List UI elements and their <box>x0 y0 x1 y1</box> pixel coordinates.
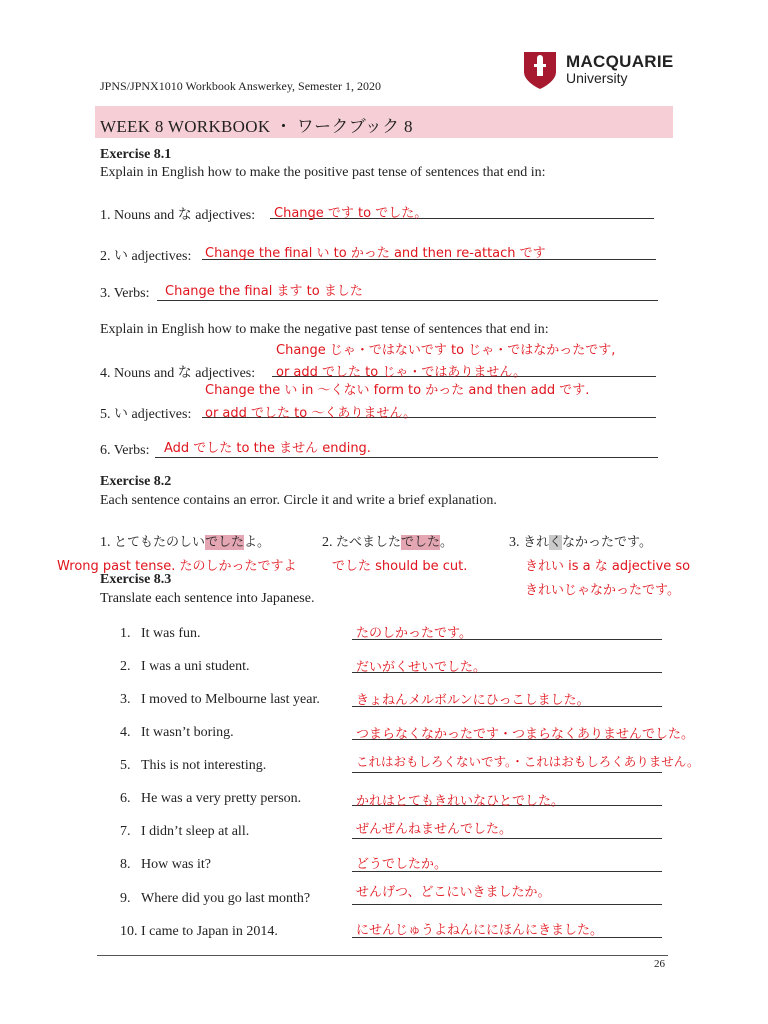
q3-label: 3. Verbs: <box>100 286 150 301</box>
item-prompt: I didn’t sleep at all. <box>141 824 250 839</box>
q5-answer: or add でした to ～くありません。 <box>205 406 417 421</box>
sentence-3-answer-line1: きれい is a な adjective so <box>525 559 691 574</box>
item-answer: ぜんぜんねませんでした。 <box>356 822 513 837</box>
item-prompt: This is not interesting. <box>141 758 267 773</box>
footer-rule <box>97 955 668 956</box>
sentence-3-number: 3. <box>509 535 520 550</box>
q6-answer-line <box>155 457 658 458</box>
item-answer: だいがくせいでした。 <box>356 660 487 675</box>
sentence-3-answer-line2: きれいじゃなかったです。 <box>525 583 680 598</box>
sentence-1 <box>100 531 270 551</box>
sentence-3-end: なかったです。 <box>562 535 652 550</box>
sentence-3-start: きれ <box>523 535 550 550</box>
q3-answer: Change the final ます to ました <box>165 284 363 299</box>
item-answer: にせんじゅうよねんににほんにきました。 <box>356 923 604 938</box>
exercise-8-3-instruction: Translate each sentence into Japanese. <box>100 591 315 606</box>
q6-label: 6. Verbs: <box>100 443 150 458</box>
sentence-1-error: でした <box>205 535 245 550</box>
item-number: 3. <box>120 692 131 707</box>
sentence-1-end: よ。 <box>244 535 271 550</box>
q2-label: 2. い adjectives: <box>100 249 192 264</box>
course-header: JPNS/JPNX1010 Workbook Answerkey, Semester 1, 2020 <box>100 79 382 93</box>
exercise-8-2-instruction: Each sentence contains an error. Circle it and write a brief explanation. <box>100 493 497 508</box>
sentence-1-number: 1. <box>100 535 111 550</box>
q4-answer-first: Change じゃ・ではないです to じゃ・ではなかったです, <box>276 343 616 358</box>
answer-line <box>352 838 662 839</box>
item-answer: たのしかったです。 <box>356 626 472 641</box>
page-number: 26 <box>654 958 665 970</box>
item-number: 9. <box>120 891 131 906</box>
instruction-negative: Explain in English how to make the negative past tense of sentences that end in: <box>100 322 549 337</box>
q1-answer: Change です to でした。 <box>274 206 428 221</box>
item-prompt: He was a very pretty person. <box>141 791 302 806</box>
q4-answer: or add でした to じゃ・ではありません。 <box>276 365 527 380</box>
university-logo <box>522 50 672 92</box>
q2-answer: Change the final い to かった and then re-attach です <box>205 246 546 261</box>
item-answer: せんげつ、どこにいきましたか。 <box>356 885 551 900</box>
exercise-8-1-title: Exercise 8.1 <box>100 147 172 162</box>
item-answer: きょねんメルボルンにひっこしました。 <box>356 693 590 708</box>
item-prompt: I moved to Melbourne last year. <box>141 692 320 707</box>
sentence-1-answer: Wrong past tense. たのしかったですよ <box>57 559 297 574</box>
q3-answer-line <box>157 300 658 301</box>
sentence-3 <box>509 531 652 551</box>
exercise-8-2-title: Exercise 8.2 <box>100 474 172 489</box>
page-title: WEEK 8 WORKBOOK ・ ワークブック 8 <box>100 117 413 136</box>
logo-subtitle: University <box>566 70 628 86</box>
item-answer: つまらなくなかったです・つまらなくありませんでした。 <box>356 727 695 742</box>
sentence-2-end: 。 <box>440 535 454 550</box>
item-number: 5. <box>120 758 131 773</box>
item-number: 7. <box>120 824 131 839</box>
sentence-2-number: 2. <box>322 535 333 550</box>
item-answer: かれはとてもきれいなひとでした。 <box>356 794 565 809</box>
item-number: 10. <box>120 924 138 939</box>
q5-answer-first: Change the い in ～くない form to かった and then add です. <box>205 383 590 398</box>
item-number: 2. <box>120 659 131 674</box>
sentence-2 <box>322 531 453 551</box>
item-prompt: I was a uni student. <box>141 659 250 674</box>
sentence-2-start: たべました <box>336 535 402 550</box>
q6-answer: Add でした to the ません ending. <box>164 441 371 456</box>
q1-label: 1. Nouns and な adjectives: <box>100 208 256 223</box>
item-prompt: I came to Japan in 2014. <box>141 924 278 939</box>
sentence-1-start: とてもたのしい <box>114 535 206 550</box>
item-prompt: It wasn’t boring. <box>141 725 234 740</box>
sentence-2-error: でした <box>401 535 441 550</box>
item-answer: これはおもしろくないです。・これはおもしろくありません。 <box>356 754 700 769</box>
answer-line <box>352 904 662 905</box>
item-number: 8. <box>120 857 131 872</box>
item-number: 4. <box>120 725 131 740</box>
item-prompt: How was it? <box>141 857 211 872</box>
item-prompt: Where did you go last month? <box>141 891 311 906</box>
instruction-positive: Explain in English how to make the positive past tense of sentences that end in: <box>100 165 546 180</box>
item-answer: どうでしたか。 <box>356 857 448 872</box>
sentence-3-error: く <box>549 535 563 550</box>
item-number: 6. <box>120 791 131 806</box>
exercise-8-3-title: Exercise 8.3 <box>100 572 172 587</box>
shield-icon <box>522 50 558 90</box>
item-prompt: It was fun. <box>141 626 201 641</box>
sentence-2-answer: でした should be cut. <box>332 559 468 574</box>
logo-name: MACQUARIE <box>566 52 674 71</box>
q5-label: 5. い adjectives: <box>100 407 192 422</box>
q4-label: 4. Nouns and な adjectives: <box>100 366 256 381</box>
answer-line <box>352 772 662 773</box>
item-number: 1. <box>120 626 131 641</box>
